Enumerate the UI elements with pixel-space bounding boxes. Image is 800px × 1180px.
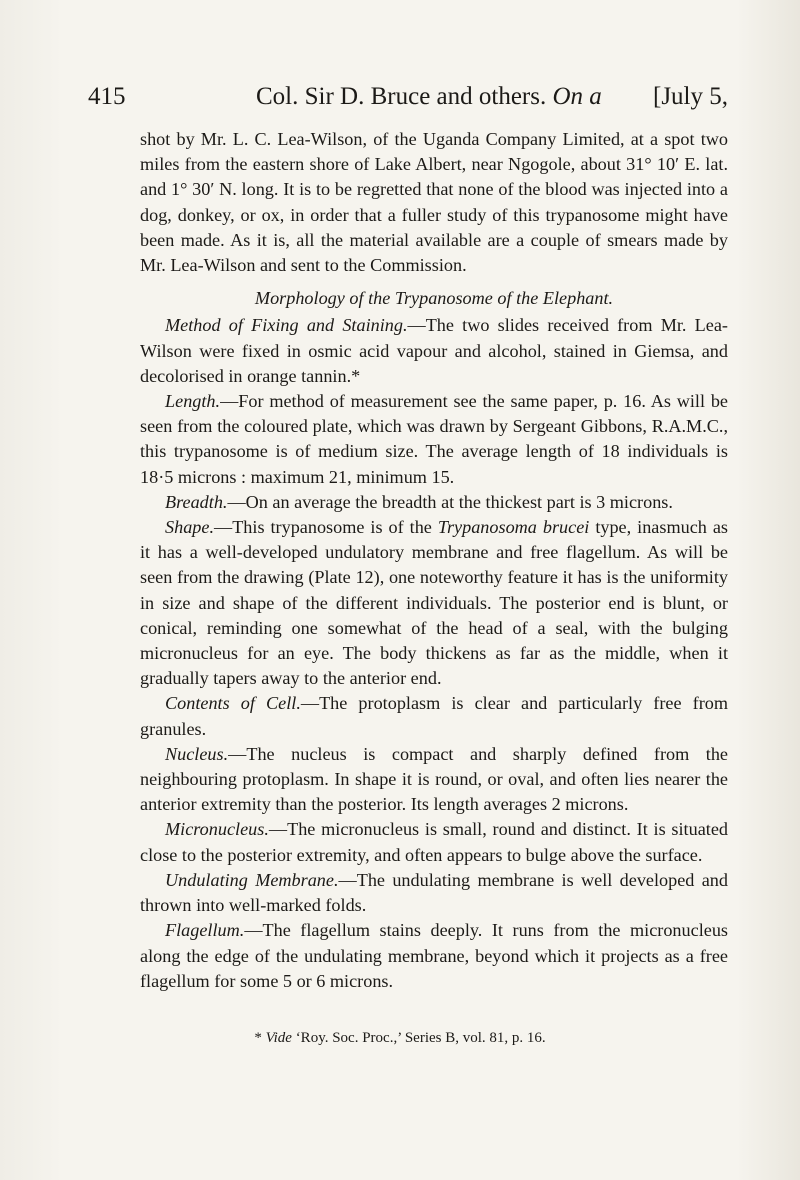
paragraph-continuation: shot by Mr. L. C. Lea-Wilson, of the Uganda Company Limited, at a spot two miles from the eastern shore of Lake Albert, near Ngogole, about 31° 10′ E. lat. and 1° 30′ N. long. It is to be regretted that none of the blood was injected into a dog, donkey, or ox, in order that a fuller study of this trypanosome might have been made. As it is, all the material available are a couple of smears made by Mr. Lea-Wilson and sent to the Commission. (140, 129, 728, 276)
subheading-contents: Contents of Cell. (165, 693, 301, 714)
footnote-vide: Vide (265, 1030, 292, 1046)
section-title: Morphology of the Trypanosome of the Elephant. (254, 288, 614, 309)
footnote-text: ‘Roy. Soc. Proc.,’ Series B, vol. 81, p. 16. (295, 1030, 546, 1046)
paragraph-membrane (140, 868, 728, 918)
paragraph-method-text: —The two slides received from Mr. Lea-Wilson were fixed in osmic acid vapour and alcohol, stained in Giemsa, and decolorised in orange tannin.* (140, 315, 728, 386)
subheading-length: Length. (165, 391, 221, 412)
paragraph-flagellum-text: —The flagellum stains deeply. It runs from the micronucleus along the edge of the undulating membrane, beyond which it projects as a free flagellum for some 5 or 6 microns. (140, 920, 728, 991)
subheading-shape: Shape. (165, 517, 214, 538)
paragraph-length (140, 389, 728, 490)
paragraph-length-text: —For method of measurement see the same paper, p. 16. As will be seen from the coloured plate, which was drawn by Sergeant Gibbons, R.A.M.C., this trypanosome is of medium size. The average length of 18 individuals is 18·5 microns : maximum 21, minimum 15. (140, 391, 728, 487)
header-date: [July 5, (653, 83, 728, 110)
paragraph-shape-text-2: type, inasmuch as it has a well-developed undulatory membrane and free flagellum. As will be seen from the drawing (Plate 12), one noteworthy feature it has is the uniformity in size and shape of the different individuals. The posterior end is blunt, or conical, reminding one somewhat of the head of a seal, with the bulging micronucleus for an eye. The body thickens as far as the middle, when it gradually tapers away to the anterior end. (140, 517, 728, 689)
page-number: 415 (88, 83, 126, 110)
running-header (88, 80, 728, 114)
body-text (140, 127, 728, 994)
running-title (256, 80, 602, 114)
footnote (0, 1028, 800, 1048)
paragraph-nucleus-text: —The nucleus is compact and sharply defined from the neighbouring protoplasm. In shape it is round, or oval, and often lies nearer the anterior extremity than the posterior. Its length averages 2 microns. (140, 743, 728, 815)
footnote-marker: * (254, 1030, 262, 1046)
subheading-micronucleus: Micronucleus. (165, 819, 269, 840)
paragraph-flagellum (140, 918, 728, 994)
paragraph-micronucleus-text: —The micronucleus is small, round and distinct. It is situated close to the posterior extremity, and often appears to bulge above the surface. (140, 819, 728, 865)
species-name: Trypanosoma brucei (437, 517, 590, 538)
paragraph-micronucleus (140, 817, 728, 867)
paragraph-shape-text-1: —This trypanosome is of the (214, 517, 438, 538)
subheading-flagellum: Flagellum. (165, 920, 245, 941)
paragraph-shape (140, 515, 728, 691)
paragraph-method (140, 313, 728, 389)
subheading-membrane: Undulating Membrane. (165, 869, 339, 890)
paragraph-contents-text: —The protoplasm is clear and particularly free from granules. (140, 693, 729, 739)
subheading-breadth: Breadth. (165, 491, 228, 512)
subheading-method: Method of Fixing and Staining. (165, 315, 408, 336)
paragraph-breadth-text: —On an average the breadth at the thickest part is 3 microns. (227, 491, 673, 512)
running-title-authors: Col. Sir D. Bruce and others. (256, 83, 547, 110)
paragraph-membrane-text: —The undulating membrane is well developed and thrown into well-marked folds. (140, 869, 728, 916)
paragraph-nucleus (140, 742, 728, 818)
running-title-italic: On a (552, 83, 602, 110)
paragraph-breadth (140, 490, 728, 515)
paragraph-contents (140, 691, 728, 741)
subheading-nucleus: Nucleus. (165, 743, 229, 764)
